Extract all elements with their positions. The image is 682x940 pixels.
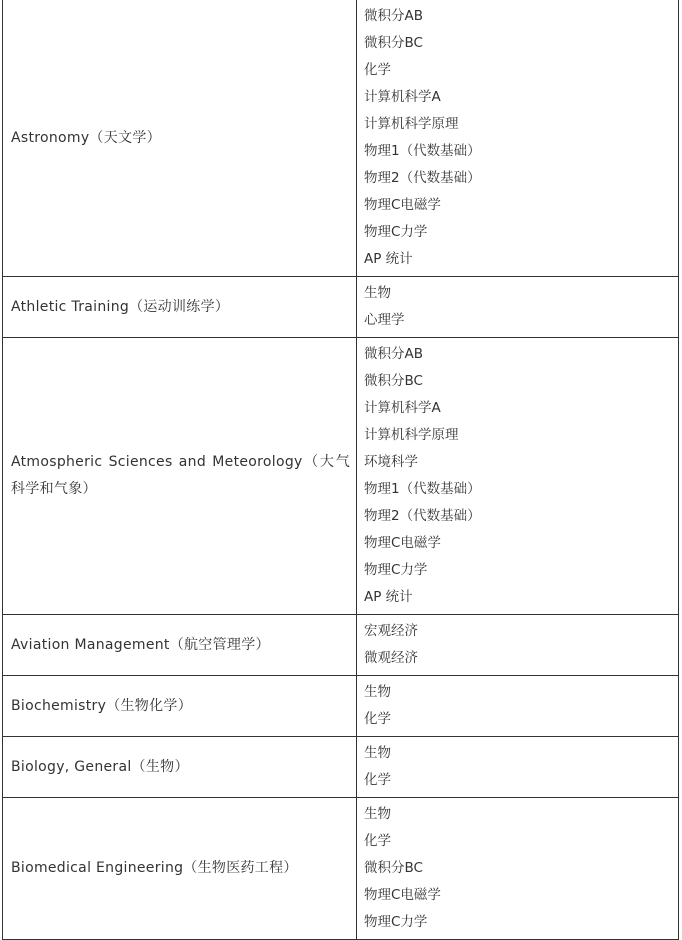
table-row [3,737,679,798]
major-cell [3,798,357,940]
course-item: 微积分AB [364,8,423,24]
major-cell [3,0,357,277]
course-item: 微积分AB [364,346,423,362]
course-item: 计算机科学原理 [364,116,459,132]
major-name: Biochemistry（生物化学） [11,697,192,714]
course-item: 化学 [364,711,391,727]
course-item: 化学 [364,833,391,849]
major-cell [3,737,357,798]
major-cell [3,676,357,737]
table-row [3,615,679,676]
major-name: Athletic Training（运动训练学） [11,298,230,315]
courses-cell [357,0,679,277]
courses-cell [357,737,679,798]
major-name: Atmospheric Sciences and Meteorology（大气科学和气象） [11,454,350,497]
major-name: Astronomy（天文学） [11,129,161,146]
major-name: Biology, General（生物） [11,758,189,775]
table-body [3,0,679,940]
course-item: 物理C力学 [364,562,428,578]
major-name: Aviation Management（航空管理学） [11,636,270,653]
course-item: 物理1（代数基础） [364,481,481,497]
course-item: 生物 [364,806,391,822]
course-item: 生物 [364,684,391,700]
course-item: 物理1（代数基础） [364,143,481,159]
course-item: AP 统计 [364,251,413,267]
courses-cell [357,798,679,940]
course-item: 物理C力学 [364,914,428,930]
course-item: 微观经济 [364,650,418,666]
major-cell [3,338,357,615]
table-row [3,676,679,737]
course-item: 计算机科学A [364,400,441,416]
table-row [3,277,679,338]
course-item: 物理2（代数基础） [364,170,481,186]
course-item: 化学 [364,62,391,78]
table-row [3,338,679,615]
major-cell [3,615,357,676]
course-item: 微积分BC [364,860,423,876]
courses-cell [357,277,679,338]
course-item: AP 统计 [364,589,413,605]
courses-cell [357,338,679,615]
course-item: 环境科学 [364,454,418,470]
course-item: 物理C电磁学 [364,887,441,903]
course-item: 微积分BC [364,373,423,389]
course-item: 物理C电磁学 [364,535,441,551]
course-item: 微积分BC [364,35,423,51]
course-item: 计算机科学A [364,89,441,105]
course-item: 物理C电磁学 [364,197,441,213]
course-item: 计算机科学原理 [364,427,459,443]
course-item: 心理学 [364,312,405,328]
course-item: 生物 [364,285,391,301]
course-item: 物理2（代数基础） [364,508,481,524]
course-item: 生物 [364,745,391,761]
table-row [3,798,679,940]
major-course-table [2,0,679,940]
course-item: 化学 [364,772,391,788]
courses-cell [357,676,679,737]
course-item: 宏观经济 [364,623,418,639]
course-item: 物理C力学 [364,224,428,240]
major-name: Biomedical Engineering（生物医药工程） [11,860,298,876]
major-cell [3,277,357,338]
courses-cell [357,615,679,676]
table-row [3,0,679,277]
